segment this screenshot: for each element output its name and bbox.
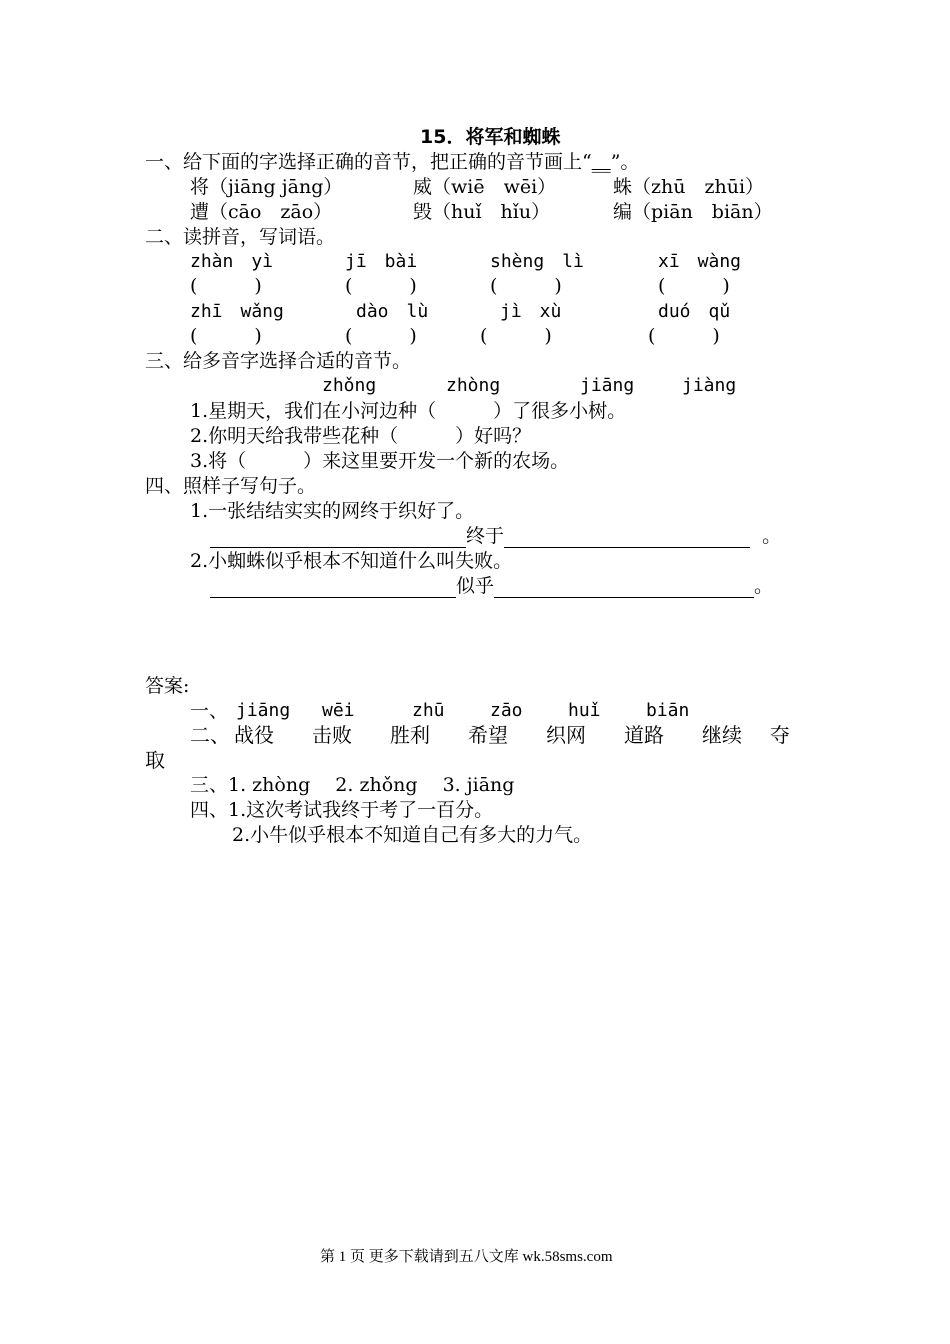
q1-option: 遭（cāo zāo）: [190, 201, 333, 223]
answer-word: 希望: [468, 723, 508, 747]
answer-pinyin: jiāng: [236, 700, 291, 721]
answer-4: 四、1.这次考试我终于考了一百分。: [190, 799, 494, 821]
q1-option: 将（jiāng jāng）: [190, 176, 343, 198]
q2-pinyin: jī bài: [345, 251, 418, 272]
q4-write-line: 似乎 。: [210, 574, 773, 598]
answer-word: 道路: [624, 723, 664, 747]
answer-paren: ( ): [490, 275, 562, 297]
q4-heading: 四、照样子写句子。: [145, 475, 317, 497]
answer-blank: [504, 527, 750, 548]
q4-write-line: 终于 。: [210, 524, 781, 548]
answer-paren: ( ): [345, 275, 417, 297]
answer-word: 战役: [234, 723, 274, 747]
q2-pinyin: jì xù: [500, 301, 562, 322]
answer-3: 三、1. zhòng 2. zhǒng 3. jiāng: [190, 774, 515, 796]
answer-pinyin: huǐ: [568, 700, 601, 721]
answer-word: 击败: [312, 723, 352, 747]
answer-pinyin: zhū: [412, 700, 445, 721]
answer-paren: ( ): [190, 325, 262, 347]
page-footer: 第 1 页 更多下载请到五八文库 wk.58sms.com: [320, 1249, 613, 1265]
q3-option: zhòng: [446, 375, 501, 396]
q3-option: zhǒng: [322, 375, 377, 396]
answer-blank: [494, 577, 754, 598]
q1-option: 编（piān biān）: [613, 201, 773, 223]
q1-option: 毁（huǐ hǐu）: [413, 201, 551, 223]
q3-heading: 三、给多音字选择合适的音节。: [145, 350, 412, 372]
answer-paren: ( ): [190, 275, 262, 297]
q3-option: jiàng: [682, 375, 737, 396]
q2-pinyin: duó qǔ: [658, 301, 731, 322]
answer-word: 织网: [546, 723, 586, 747]
q2-pinyin: dào lù: [356, 301, 429, 322]
answer-1-prefix: 一、: [190, 700, 229, 722]
answer-word: 取: [145, 748, 165, 772]
answer-word: 胜利: [390, 723, 430, 747]
q2-pinyin: xī wàng: [658, 251, 742, 272]
q2-pinyin: zhī wǎng: [190, 301, 284, 322]
answer-pinyin: zāo: [490, 700, 523, 721]
q1-heading: 一、给下面的字选择正确的音节，把正确的音节画上“__”。: [145, 151, 640, 173]
q2-pinyin: shèng lì: [490, 251, 584, 272]
answer-pinyin: wēi: [322, 700, 355, 721]
q3-option: jiāng: [580, 375, 635, 396]
q3-item: 2.你明天给我带些花种（ ）好吗？: [190, 425, 532, 447]
answer-4: 2.小牛似乎根本不知道自己有多大的力气。: [232, 824, 593, 846]
q3-item: 1.星期天，我们在小河边种（ ）了很多小树。: [190, 400, 627, 422]
underline-mark: __: [591, 151, 611, 173]
answer-word: 夺: [770, 723, 790, 747]
answer-blank: [210, 527, 466, 548]
q1-option: 威（wiē wēi）: [413, 176, 557, 198]
q4-example: 2.小蜘蛛似乎根本不知道什么叫失败。: [190, 550, 513, 572]
q2-heading: 二、读拼音，写词语。: [145, 226, 336, 248]
answer-word: 继续: [702, 723, 742, 747]
q4-example: 1.一张结结实实的网终于织好了。: [190, 500, 475, 522]
answer-paren: ( ): [648, 325, 720, 347]
answer-paren: ( ): [345, 325, 417, 347]
answer-paren: ( ): [480, 325, 552, 347]
answer-paren: ( ): [658, 275, 730, 297]
page-title: 15．将军和蜘蛛: [420, 126, 561, 148]
answers-label: 答案:: [145, 675, 190, 697]
q2-pinyin: zhàn yì: [190, 251, 274, 272]
q1-option: 蛛（zhū zhūi）: [613, 176, 765, 198]
q3-item: 3.将（ ）来这里要开发一个新的农场。: [190, 450, 570, 472]
answer-pinyin: biān: [646, 700, 690, 721]
answer-blank: [210, 577, 456, 598]
answer-2-prefix: 二、: [190, 723, 230, 747]
